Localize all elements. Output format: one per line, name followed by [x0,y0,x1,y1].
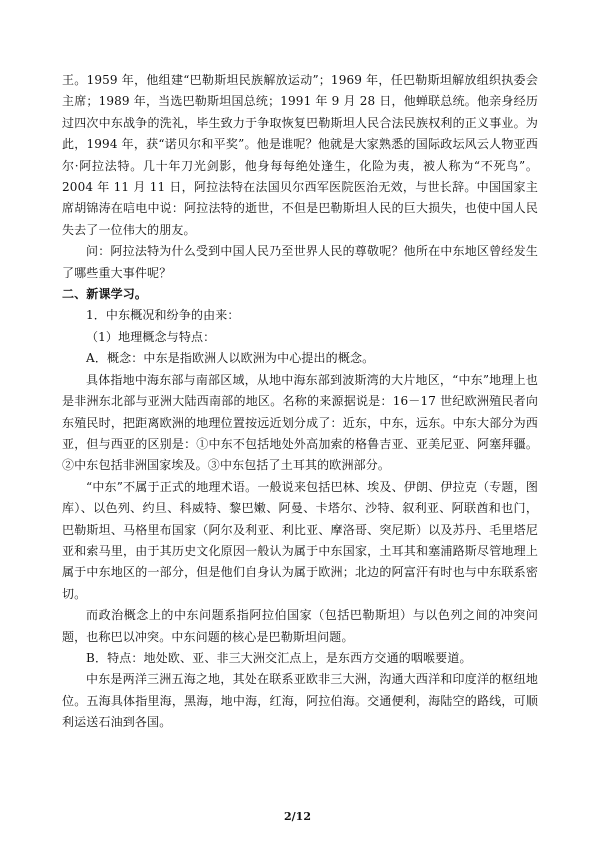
subheading-middle-east-overview: 1．中东概况和纷争的由来： [86,308,240,323]
page-number: 2/12 [284,810,311,823]
subheading-geography-concept: （1）地理概念与特点： [86,329,216,344]
paragraph-two-oceans-three-continents: 中东是两洋三洲五海之地，其处在联系亚欧非三大洲，沟通大西洋和印度洋的枢纽地位。五海具体指里海，黑海，地中海，红海，阿拉伯海。交通便利，海陆空的路线，可顺利运送石油到各国。 [62,672,538,730]
paragraph-question: 问：阿拉法特为什么受到中国人民乃至世界人民的尊敬呢？他所在中东地区曾经发生了哪些重大事件呢？ [62,244,538,280]
paragraph-political-concept: 而政治概念上的中东问题系指阿拉伯国家（包括巴勒斯坦）与以色列之间的冲突问题，也称巴以冲突。中东问题的核心是巴勒斯坦问题。 [62,608,538,644]
paragraph-countries-list: “中东”不属于正式的地理术语。一般说来包括巴林、埃及、伊朗、伊拉克（专题，图库）、以色列、约旦、科威特、黎巴嫩、阿曼、卡塔尔、沙特、叙利亚、阿联酋和也门，巴勒斯坦、马格里布国家（阿尔及利亚、利比亚、摩洛哥、突尼斯）以及苏丹、毛里塔尼亚和索马里，由于其历史文化原因一般认为属于中东国家，土耳其和塞浦路斯尽管地理上属于中东地区的一部分，但是他们自身认为属于欧洲；北边的阿富汗有时也与中东联系密切。 [62,479,538,601]
page-content [62,70,538,734]
paragraph-features: B．特点：地处欧、亚、非三大洲交汇点上，是东西方交通的咽喉要道。 [86,650,472,665]
paragraph-region-description: 具体指地中海东部与南部区域，从地中海东部到波斯湾的大片地区，“中东”地理上也是非洲东北部与亚洲大陆西南部的地区。名称的来源据说是：16－17 世纪欧洲殖民者向东殖民时，把距离欧洲的地理位置按远近划分成了：近东，中东，远东。中东大部分为西亚，但与西亚的区别是：①中东不包括地处外高加索的格鲁吉亚、亚美尼亚、阿塞拜疆。②中东包括非洲国家埃及。③中东包括了土耳其的欧洲部分。 [62,372,538,473]
paragraph-concept-definition: A．概念：中东是指欧洲人以欧洲为中心提出的概念。 [86,351,375,366]
section-heading-new-lesson: 二、新课学习。 [62,287,148,302]
paragraph-arafat-bio: 王。1959 年，他组建“巴勒斯坦民族解放运动”；1969 年，任巴勒斯坦解放组织执委会主席；1989 年，当选巴勒斯坦国总统；1991 年 9 月 28 日，他蝉联总统。他亲身经历过四次中东战争的洗礼，毕生致力于争取恢复巴勒斯坦人民合法民族权利的正义事业。为此，1994 年，获“诺贝尔和平奖”。他是谁呢？他就是大家熟悉的国际政坛风云人物亚西尔·阿拉法特。几十年刀光剑影，他身每每绝处逢生，化险为夷，被人称为“不死鸟”。2004 年 11 月 11 日，阿拉法特在法国贝尔西军医院医治无效，与世长辞。中国国家主席胡锦涛在唁电中说：阿拉法特的逝世，不但是巴勒斯坦人民的巨大损失，也使中国人民失去了一位伟大的朋友。 [62,73,538,237]
